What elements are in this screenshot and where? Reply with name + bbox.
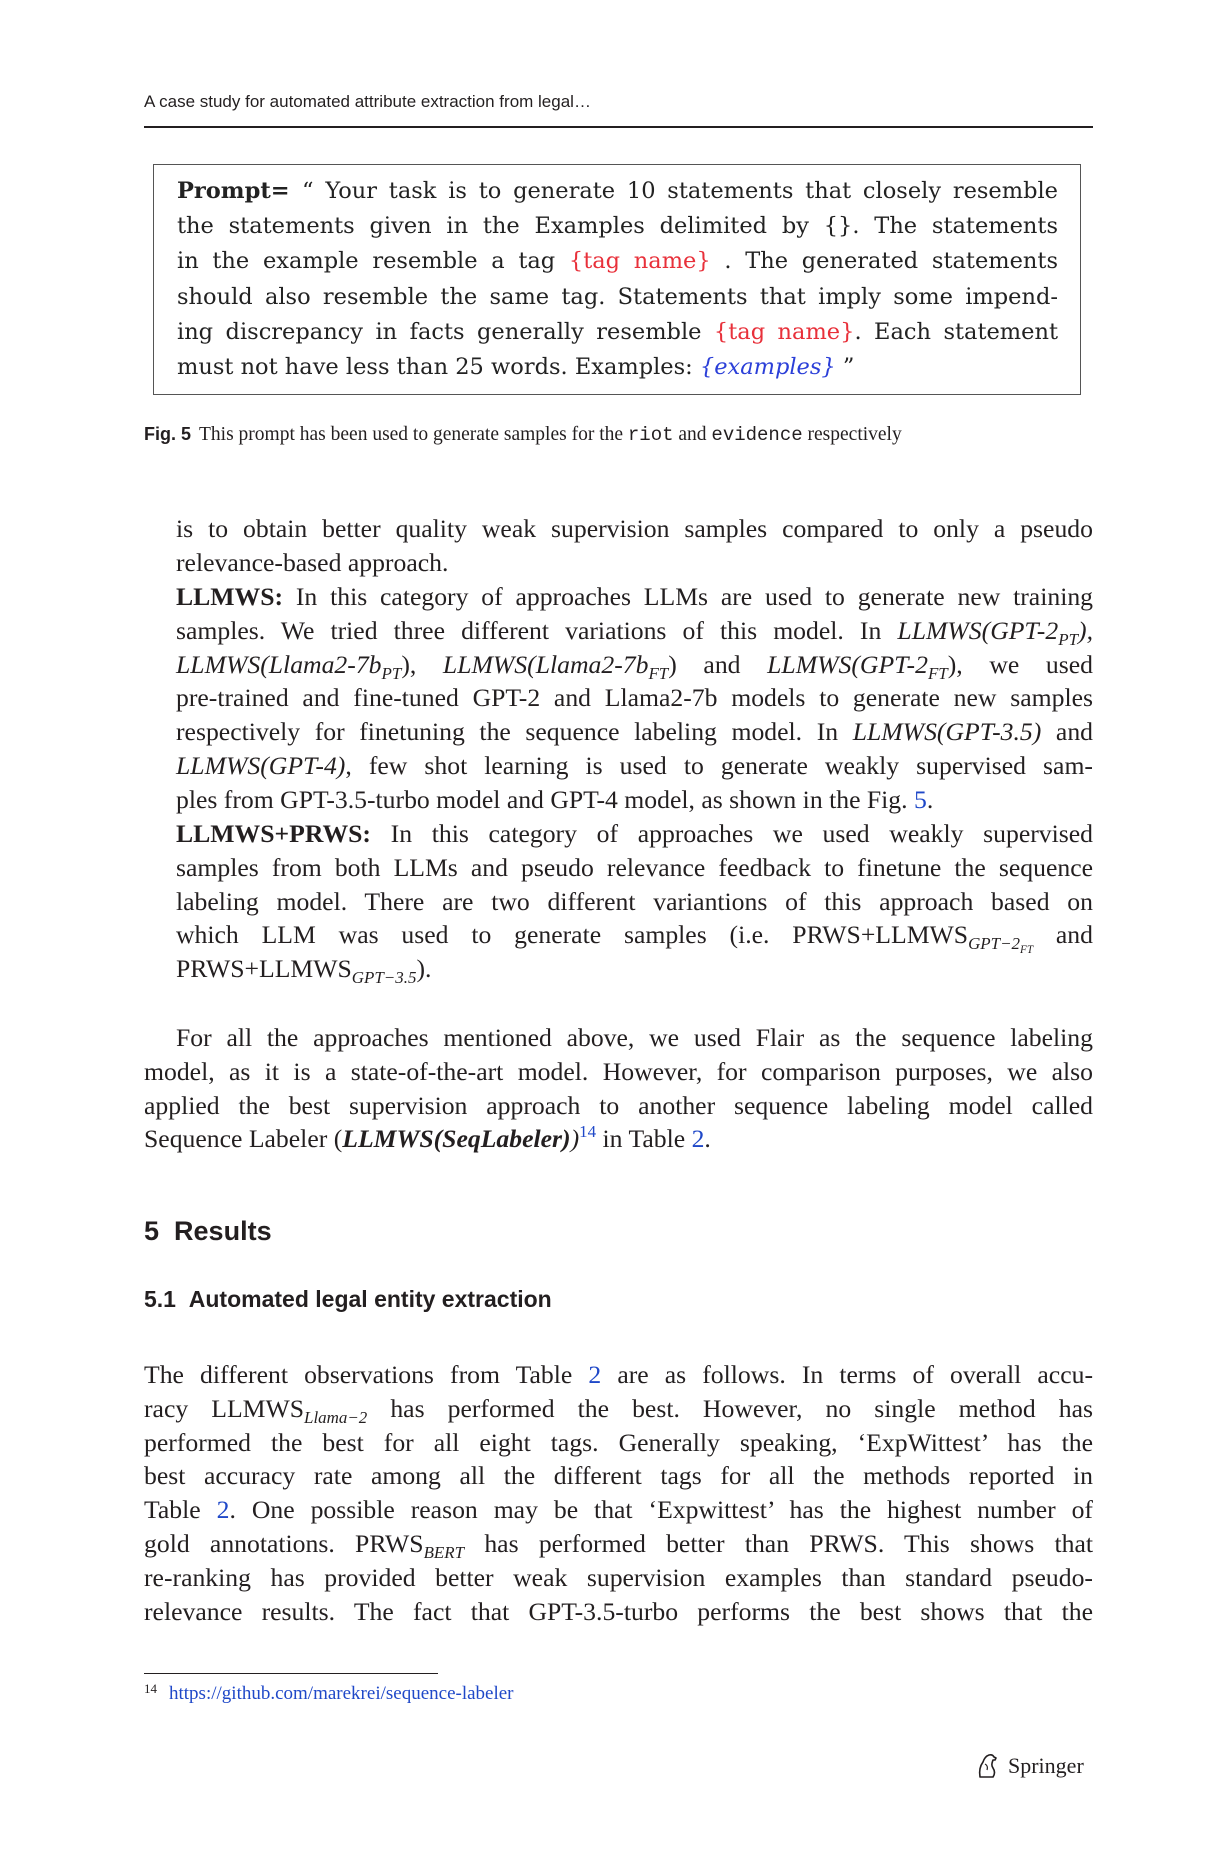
publisher-name: Springer xyxy=(1008,1753,1084,1778)
footnote-number: 14 xyxy=(144,1681,157,1696)
text-line: $LLMWS(Llama2-7b_{PT})$, $LLMWS(Llama2-7b_{FT})$ and $LLMWS(GPT-2_{FT})$, we used xyxy=(176,649,1093,683)
footnote xyxy=(144,1681,514,1705)
header-rule xyxy=(144,126,1093,128)
figure-caption xyxy=(144,424,902,446)
table-reference-link[interactable]: 2 xyxy=(588,1360,602,1389)
paragraph-llmws xyxy=(176,580,1093,817)
caption-code-evidence: evidence xyxy=(711,424,803,446)
text-line: relevance results. The fact that GPT-3.5-turbo performs the best shows that the xyxy=(144,1596,1093,1626)
tag-placeholder: {tag name} xyxy=(568,248,711,275)
caption-text: and xyxy=(673,424,712,445)
text-line: gold annotations. $PRWS_{BERT}$ has performed better than PRWS. This shows that xyxy=(144,1528,1093,1562)
text-line: model, as it is a state-of-the-art model. However, for comparison purposes, we also xyxy=(144,1056,1093,1086)
text-line: The different observations from Table 2 are as follows. In terms of overall accu- xyxy=(144,1360,1094,1389)
examples-placeholder: {examples} xyxy=(699,354,836,381)
llmws-prws-heading: LLMWS+PRWS: xyxy=(176,819,371,848)
text-line: $PRWS+LLMWS_{GPT-3.5}$). xyxy=(176,954,432,988)
caption-code-riot: riot xyxy=(627,424,674,446)
text-line: is to obtain better quality weak supervision samples compared to only a pseudo xyxy=(176,514,1093,543)
text-line: LLMWS+PRWS: In this category of approaches we used weakly supervised xyxy=(176,819,1093,848)
llmws-heading: LLMWS: xyxy=(176,582,284,611)
footnote-url-link[interactable]: https://github.com/marekrei/sequence-labeler xyxy=(169,1683,514,1704)
caption-text: respectively xyxy=(802,424,902,445)
section-heading: 5 Results xyxy=(144,1216,272,1246)
prompt-line: must not have less than 25 words. Examples: {examples} ” xyxy=(177,354,855,381)
figure-reference-link[interactable]: 5 xyxy=(914,784,927,814)
prompt-line xyxy=(177,209,1058,244)
footnote-rule xyxy=(144,1673,438,1674)
text-line: applied the best supervision approach to another sequence labeling model called xyxy=(144,1090,1093,1120)
text-line: pre-trained and fine-tuned GPT-2 and Llama2-7b models to generate new samples xyxy=(176,683,1093,713)
tag-placeholder: {tag name} xyxy=(713,318,855,345)
text-line: racy $LLMWS_{Llama-2}$ has performed the best. However, no single method has xyxy=(144,1393,1093,1427)
prompt-text: should also resemble the same tag. Statements that imply some impend- xyxy=(177,283,1058,310)
prompt-text: the statements given in the Examples delimited by {}. The statements xyxy=(177,213,1058,240)
paragraph-llmws-prws xyxy=(176,817,1093,986)
prompt-text: must not have less than 25 words. Examples: xyxy=(177,354,700,381)
text-line: samples from both LLMs and pseudo relevance feedback to finetune the sequence xyxy=(176,852,1093,882)
paragraph-weak-supervision xyxy=(176,512,1093,580)
prompt-line: Prompt= “ Your task is to generate 10 statements that closely resemble xyxy=(177,178,1058,204)
text-line: LLMWS(GPT-4), few shot learning is used to generate weakly supervised sam- xyxy=(176,750,1093,780)
footnote-reference-link[interactable]: 14 xyxy=(579,1122,597,1142)
prompt-text: in the example resemble a tag xyxy=(177,248,569,275)
paragraph-flair xyxy=(144,1021,1093,1156)
text-line: LLMWS: In this category of approaches LLMs are used to generate new training xyxy=(176,582,1094,611)
text-line: respectively for finetuning the sequence labeling model. In LLMWS(GPT-3.5) and xyxy=(176,717,1094,747)
prompt-label: Prompt= xyxy=(177,178,303,204)
prompt-line xyxy=(177,244,1058,279)
text-line: re-ranking has provided better weak supervision examples than standard pseudo- xyxy=(144,1562,1093,1592)
text-line: samples. We tried three different variations of this model. In $LLMWS(GPT-2_{PT})$, xyxy=(176,615,1093,649)
table-reference-link[interactable]: 2 xyxy=(691,1124,705,1154)
text-line: best accuracy rate among all the different tags for all the methods reported in xyxy=(144,1461,1093,1491)
running-title: A case study for automated attribute extraction from legal… xyxy=(144,92,591,111)
caption-text: This prompt has been used to generate samples for the xyxy=(199,424,628,445)
text-line: ples from GPT-3.5-turbo model and GPT-4 model, as shown in the Fig. 5. xyxy=(176,784,934,814)
prompt-text: Your task is to generate 10 statements that closely resemble xyxy=(325,178,1058,204)
figure-label: Fig. 5 xyxy=(144,424,192,444)
text-line: labeling model. There are two different variantions of this approach based on xyxy=(176,886,1093,916)
text-line: For all the approaches mentioned above, we used Flair as the sequence labeling xyxy=(176,1023,1093,1052)
text-line: which LLM was used to generate samples (i.e. $PRWS+LLMWS_{GPT-2_{FT}}$ and xyxy=(176,920,1093,957)
publisher-mark xyxy=(974,1752,1084,1780)
text-line: Sequence Labeler (LLMWS(SeqLabeler))$^{14}$ in Table 2. xyxy=(144,1122,711,1154)
prompt-text: ing discrepancy in facts generally resemble xyxy=(177,318,714,345)
prompt-line xyxy=(177,280,1058,315)
text-line: performed the best for all eight tags. Generally speaking, ‘ExpWittest’ has the xyxy=(144,1427,1093,1457)
subsection-heading: 5.1 Automated legal entity extraction xyxy=(144,1286,552,1312)
paragraph-observations xyxy=(144,1358,1093,1628)
springer-horse-icon xyxy=(974,1752,1000,1780)
table-reference-link[interactable]: 2 xyxy=(216,1495,230,1525)
text-line: Table 2. One possible reason may be that ‘Expwittest’ has the highest number of xyxy=(144,1495,1093,1525)
text-line: relevance-based approach. xyxy=(176,547,449,577)
prompt-text: . Each statement xyxy=(854,318,1058,345)
prompt-text: . The generated statements xyxy=(710,248,1059,275)
prompt-figure-box xyxy=(153,164,1081,395)
prompt-line xyxy=(177,315,1058,350)
